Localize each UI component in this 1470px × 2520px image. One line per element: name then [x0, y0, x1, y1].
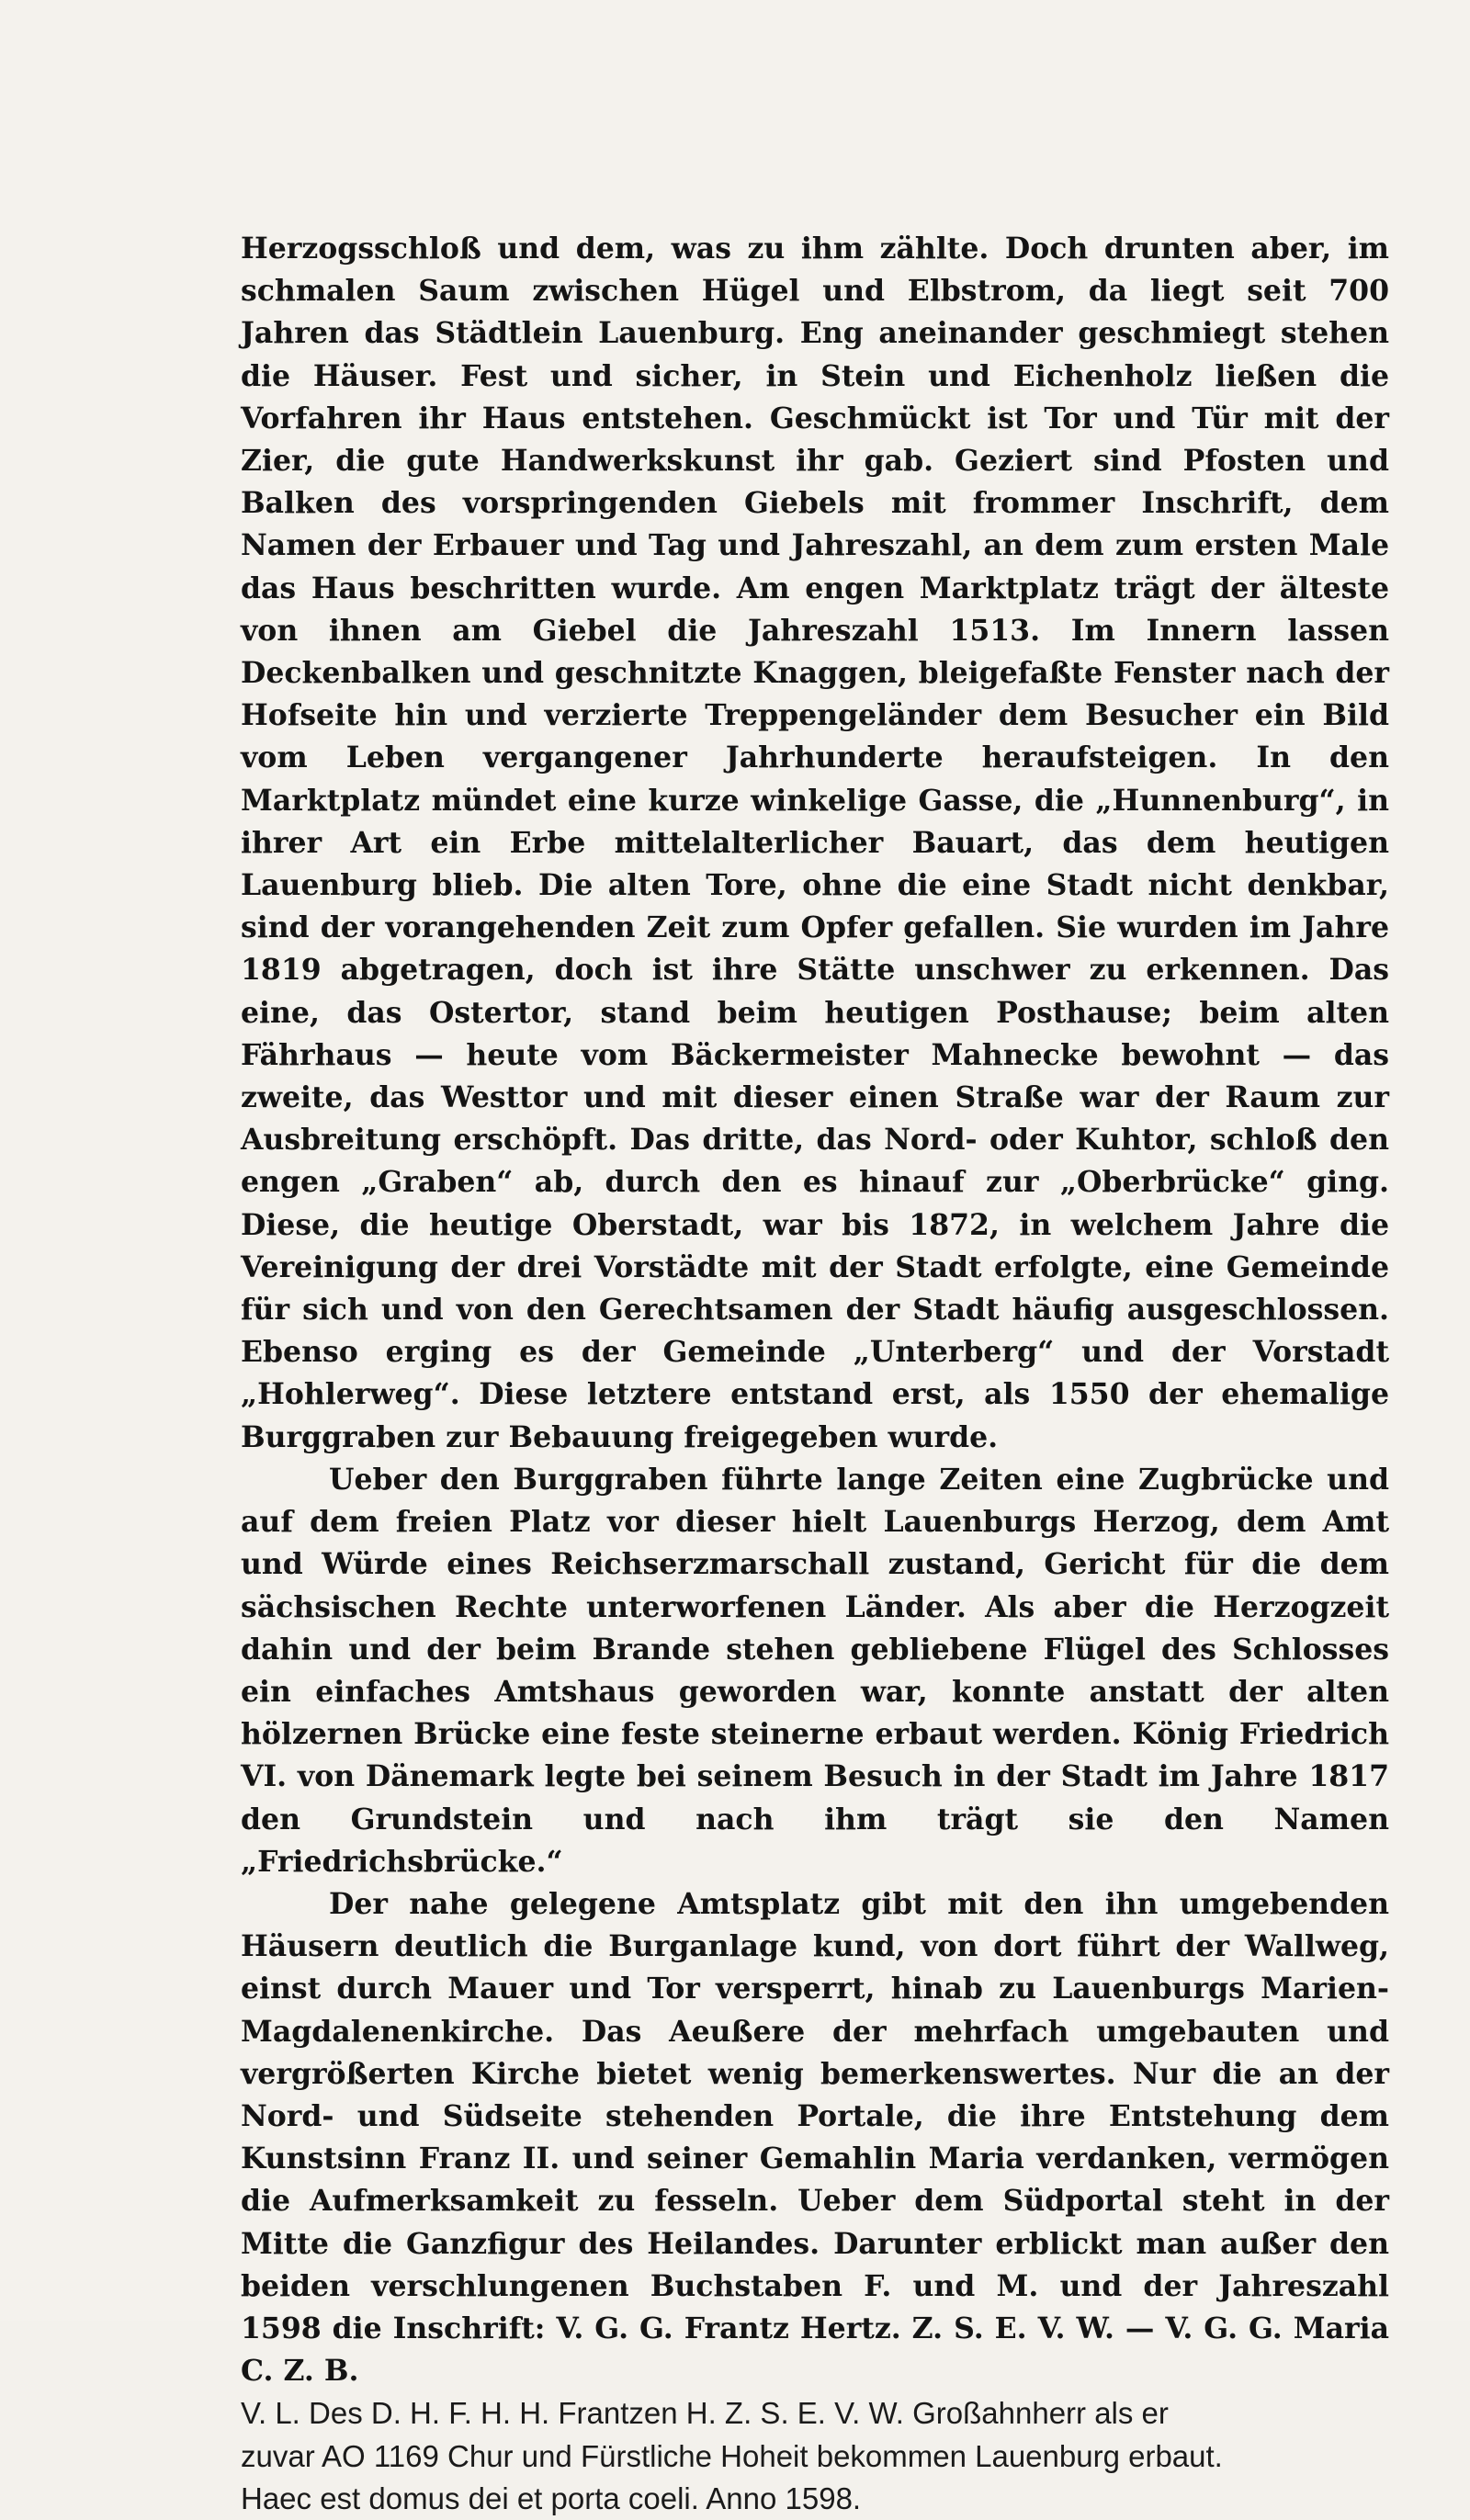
inscription-line-1: V. L. Des D. H. F. H. H. Frantzen H. Z. S. E. V. W. Großahnherr als er — [241, 2396, 1169, 2431]
inscription-line-2: zuvar AO 1169 Chur und Fürstliche Hoheit bekommen Lauenburg erbaut. — [241, 2438, 1223, 2473]
paragraph-3: Der nahe gelegene Amtsplatz gibt mit den ihn umgebenden Häusern deutlich die Burganlage kund, von dort führt der Wallweg, einst durch Mauer und Tor versperrt, hinab zu Lauenburgs Marien-Magdalenenkirche. Das Aeußere der mehrfach umgebauten und vergrößerten Kirche bietet wenig bemerkenswertes. Nur die an der Nord- und Südseite stehenden Portale, die ihre Entstehung dem Kunstsinn Franz II. und seiner Gemahlin Maria verdanken, vermögen die Aufmerksamkeit zu fesseln. Ueber dem Südportal steht in der Mitte die Ganzfigur des Heilandes. Darunter erblickt man außer den beiden verschlungenen Buchstaben F. und M. und der Jahreszahl 1598 die Inschrift: V. G. G. Frantz Hertz. Z. S. E. V. W. — V. G. G. Maria C. Z. B. — [241, 1886, 1389, 2389]
paragraph-1: Herzogsschloß und dem, was zu ihm zählte. Doch drunten aber, im schmalen Saum zwischen Hügel und Elbstrom, da liegt seit 700 Jahren das Städtlein Lauenburg. Eng aneinander geschmiegt stehen die Häuser. Fest und sicher, in Stein und Eichenholz ließen die Vorfahren ihr Haus entstehen. Geschmückt ist Tor und Tür mit der Zier, die gute Handwerkskunst ihr gab. Geziert sind Pfosten und Balken des vorspringenden Giebels mit frommer Inschrift, dem Namen der Erbauer und Tag und Jahreszahl, an dem zum ersten Male das Haus beschritten wurde. Am engen Marktplatz trägt der älteste von ihnen am Giebel die Jahreszahl 1513. Im Innern lassen Deckenbalken und geschnitzte Knaggen, bleigefaßte Fenster nach der Hofseite hin und verzierte Treppengeländer dem Besucher ein Bild vom Leben vergangener Jahrhunderte heraufsteigen. In den Marktplatz mündet eine kurze winkelige Gasse, die „Hunnenburg“, in ihrer Art ein Erbe mittelalterlicher Bauart, das dem heutigen Lauenburg blieb. Die alten Tore, ohne die eine Stadt nicht denkbar, sind der vorangehenden Zeit zum Opfer gefallen. Sie wurden im Jahre 1819 abgetragen, doch ist ihre Stätte unschwer zu erkennen. Das eine, das Ostertor, stand beim heutigen Posthause; beim alten Fährhaus — heute vom Bäckermeister Mahnecke bewohnt — das zweite, das Westtor und mit dieser einen Straße war der Raum zur Ausbreitung erschöpft. Das dritte, das Nord- oder Kuhtor, schloß den engen „Graben“ ab, durch den es hinauf zur „Oberbrücke“ ging. Diese, die heutige Oberstadt, war bis 1872, in welchem Jahre die Vereinigung der drei Vorstädte mit der Stadt erfolgte, eine Gemeinde für sich und von den Gerechtsamen der Stadt häufig ausgeschlossen. Ebenso erging es der Gemeinde „Unterberg“ und der Vorstadt „Hohlerweg“. Diese letztere entstand erst, als 1550 der ehemalige Burggraben zur Bebauung freigegeben wurde. — [241, 232, 1389, 1454]
body-text — [241, 228, 1389, 2520]
inscription-line-3: Haec est domus dei et porta coeli. Anno 1598. — [241, 2480, 862, 2515]
inscription-block — [241, 2392, 1389, 2520]
paragraph-2: Ueber den Burggraben führte lange Zeiten eine Zugbrücke und auf dem freien Platz vor dieser hielt Lauenburgs Herzog, dem Amt und Würde eines Reichserzmarschall zustand, Gericht für die dem sächsischen Rechte unterworfenen Länder. Als aber die Herzogzeit dahin und der beim Brande stehen gebliebene Flügel des Schlosses ein einfaches Amtshaus geworden war, konnte anstatt der alten hölzernen Brücke eine feste steinerne erbaut werden. König Friedrich VI. von Dänemark legte bei seinem Besuch in der Stadt im Jahre 1817 den Grundstein und nach ihm trägt sie den Namen „Friedrichsbrücke.“ — [241, 1462, 1389, 1879]
